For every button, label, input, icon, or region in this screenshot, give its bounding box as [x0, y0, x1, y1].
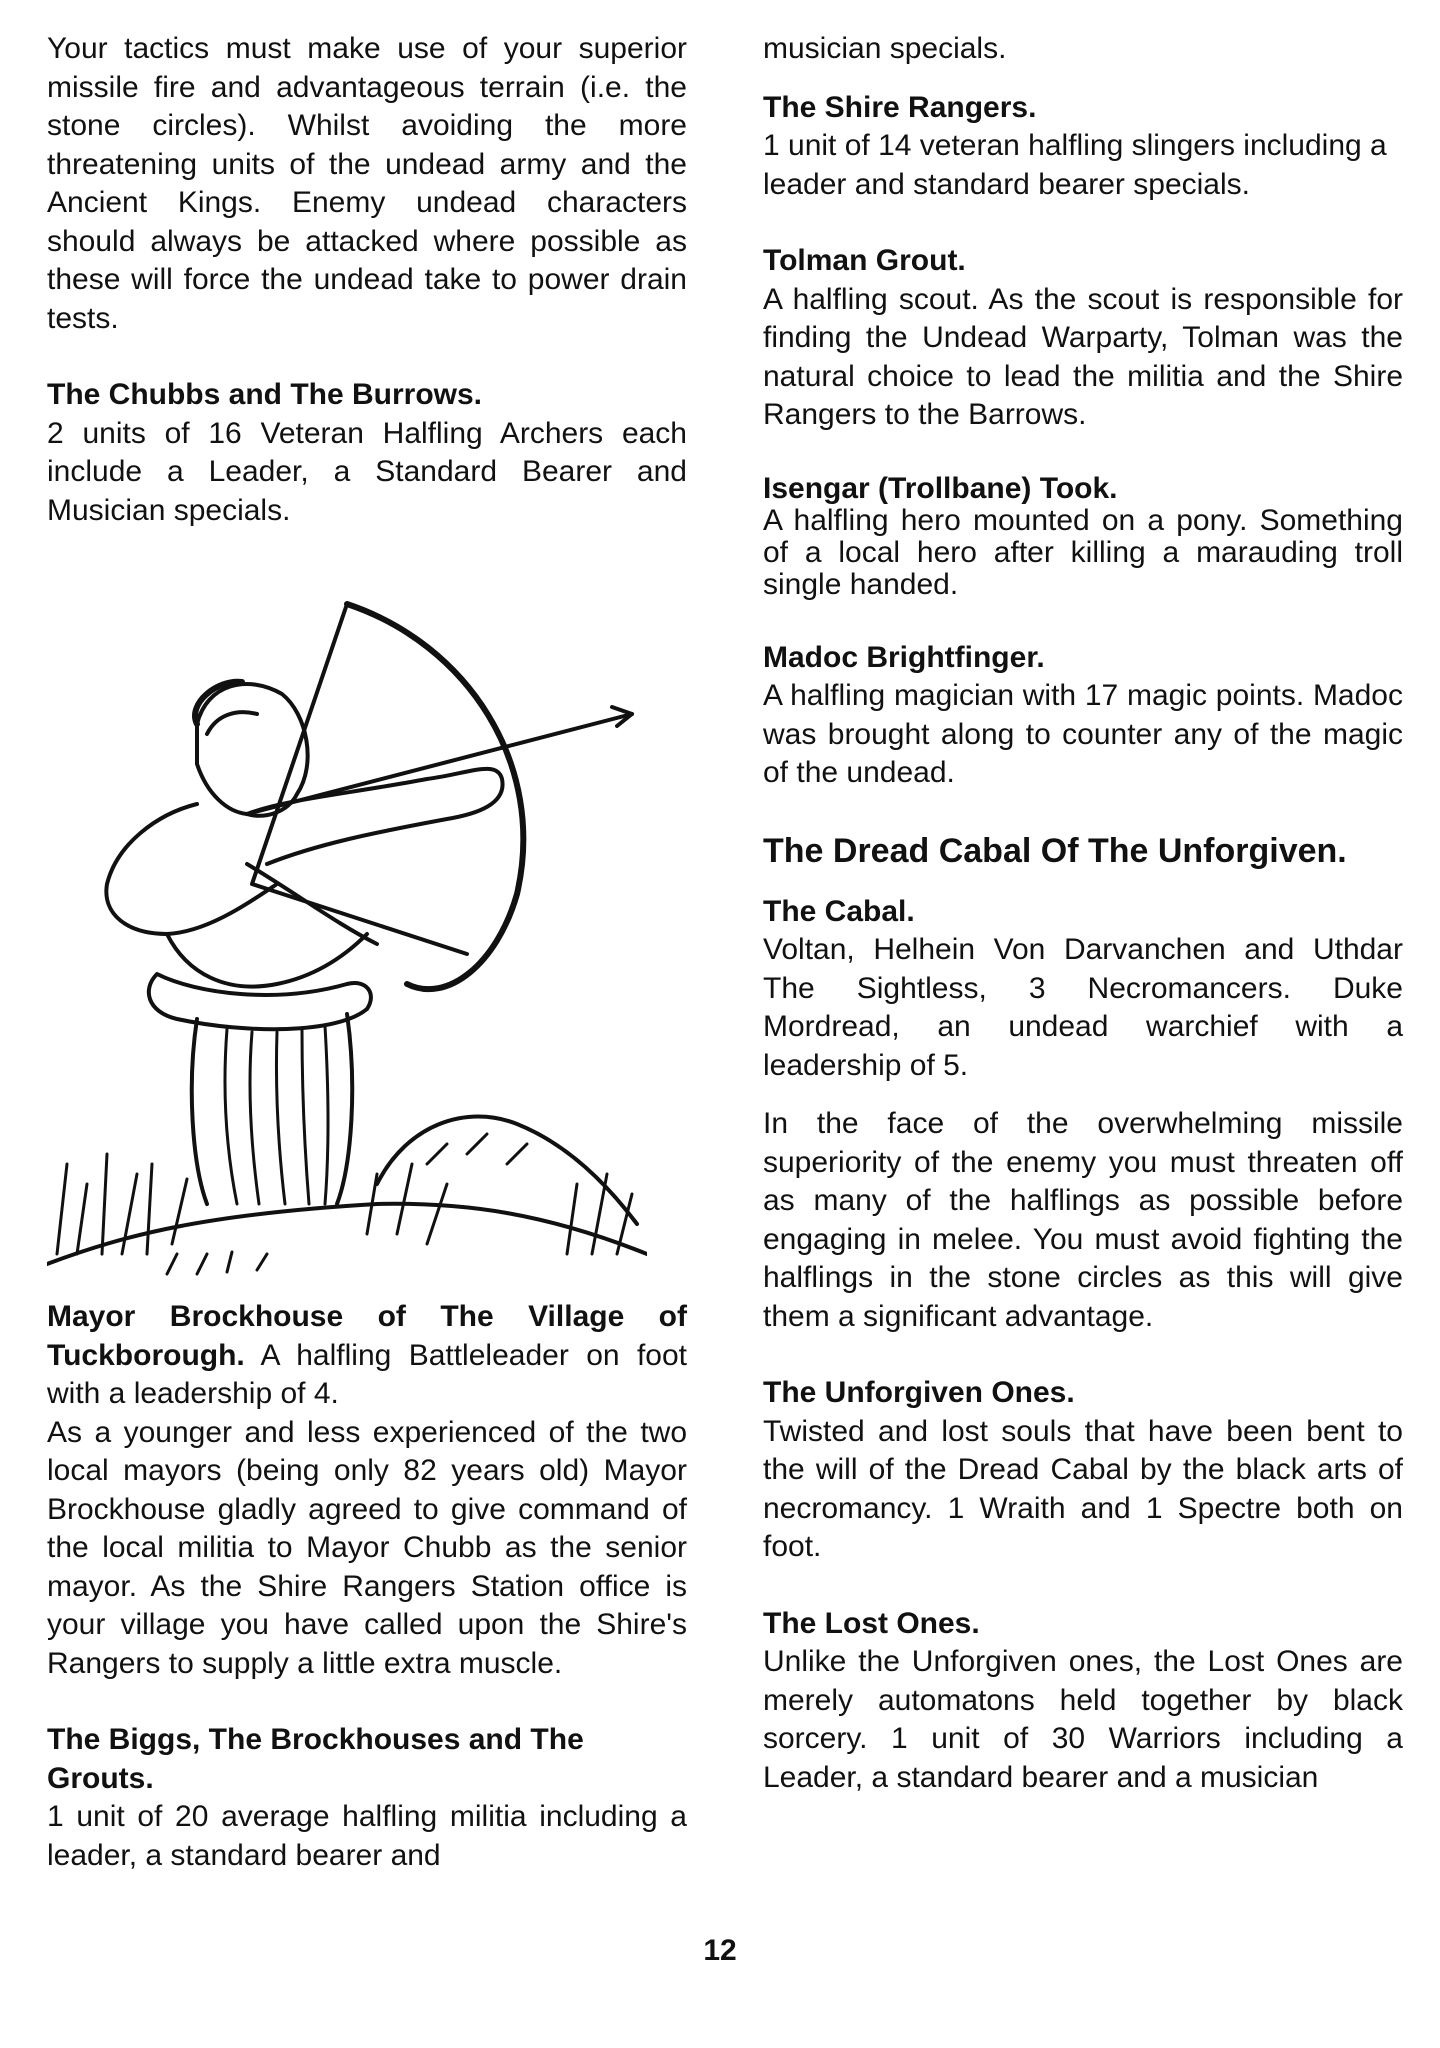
lost-text: Unlike the Unforgiven ones, the Lost Ones are merely automatons held together by black sorcery. 1 unit of 30 Warriors including a Leader, a standard bearer and a musician: [763, 1645, 1403, 1794]
right-column: [763, 30, 1403, 1797]
madoc-heading: Madoc Brightfinger.: [763, 640, 1045, 674]
cabal-heading: The Cabal.: [763, 894, 915, 928]
intro-paragraph: Your tactics must make use of your superior missile fire and advantageous terrain (i.e. the stone circles). Whilst avoiding the more threatening units of the undead army and the Ancient Kings. Enemy undead characters should always be attacked where possible as these will force the undead take to power drain tests.: [47, 32, 687, 335]
madoc-text: A halfling magician with 17 magic points. Madoc was brought along to counter any of the magic of the undead.: [763, 679, 1403, 789]
cabal-text-2: In the face of the overwhelming missile superiority of the enemy you must threaten off as many of the halflings as possible before engaging in melee. You must avoid fighting the halflings in the stone circles as this will give them a significant advantage.: [763, 1107, 1403, 1333]
unforgiven-text: Twisted and lost souls that have been bent to the will of the Dread Cabal by the black arts of necromancy. 1 Wraith and 1 Spectre both on foot.: [763, 1414, 1403, 1563]
lost-heading: The Lost Ones.: [763, 1606, 980, 1640]
mayor-text-2: As a younger and less experienced of the two local mayors (being only 82 years old) Mayor Brockhouse gladly agreed to give command of the local militia to Mayor Chubb as the senior mayor. As the Shire Rangers Station office is your village you have called upon the Shire's Rangers to supply a little extra muscle.: [47, 1415, 687, 1680]
cabal-text: Voltan, Helhein Von Darvanchen and Uthdar The Sightless, 3 Necromancers. Duke Mordread, an undead warchief with a leadership of 5.: [763, 933, 1403, 1082]
rangers-heading: The Shire Rangers.: [763, 90, 1037, 124]
chubbs-heading: The Chubbs and The Burrows.: [47, 378, 483, 411]
halfling-archer-illustration: [47, 564, 647, 1284]
isengar-text: A halfling hero mounted on a pony. Something of a local hero after killing a marauding troll single handed.: [763, 503, 1403, 601]
rangers-text: 1 unit of 14 veteran halfling slingers including a leader and standard bearer specials.: [763, 129, 1387, 201]
tolman-text: A halfling scout. As the scout is responsible for finding the Undead Warparty, Tolman was the natural choice to lead the militia and the Shire Rangers to the Barrows.: [763, 282, 1403, 431]
tolman-heading: Tolman Grout.: [763, 244, 966, 277]
mayor-heading: Mayor Brockhouse of The Village of Tuckborough.: [47, 1300, 687, 1372]
left-column: [47, 30, 687, 1875]
mayor-paragraph: [47, 1298, 687, 1414]
section-heading: The Dread Cabal Of The Unforgiven.: [763, 831, 1347, 870]
mayor-text: A halfling Battleleader on foot with a leadership of 4.: [47, 1338, 687, 1410]
page-number: 12: [703, 1934, 737, 1967]
continued-text: musician specials.: [763, 32, 1007, 65]
biggs-text: 1 unit of 20 average halfling militia including a leader, a standard bearer and: [47, 1800, 687, 1872]
chubbs-text: 2 units of 16 Veteran Halfling Archers each include a Leader, a Standard Bearer and Musician specials.: [47, 416, 687, 527]
biggs-heading: The Biggs, The Brockhouses and The Grouts.: [47, 1723, 584, 1795]
isengar-heading: Isengar (Trollbane) Took.: [763, 471, 1118, 505]
unforgiven-heading: The Unforgiven Ones.: [763, 1376, 1075, 1409]
